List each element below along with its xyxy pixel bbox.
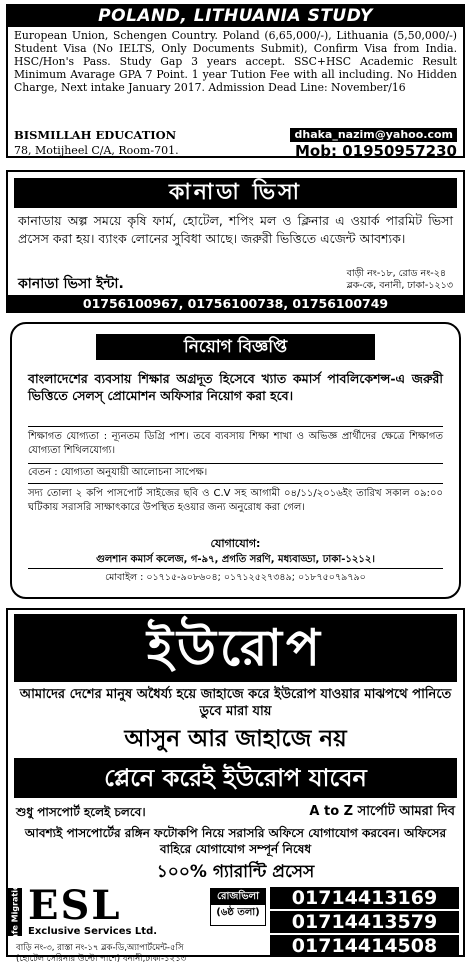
ad4-office-box <box>210 888 266 926</box>
ad2-address <box>347 268 453 292</box>
ad2-address-line1: বাড়ী নং-১৮, রোড নং-২৪ <box>346 268 447 279</box>
ad3-notice: সদ্য তোলা ২ কপি পাসপোর্ট সাইজের ছবি ও C.V সহ আগামী ০৪/১১/২০১৬ইং তারিখ সকাল ০৯:০০ ঘটিকায় সরাসরি সাক্ষাৎকারে উপস্থিত হওয়ার জন্য অনুরোধ করা গেল। <box>28 488 443 513</box>
ad2-company: কানাডা ভিসা ইন্টা. <box>18 276 124 292</box>
ad4-brand <box>8 878 208 964</box>
ad1-mobile: Mob: 01950957230 <box>295 142 457 160</box>
ad4-line3: প্লেনে করেই ইউরোপ যাবেন <box>14 758 457 798</box>
ad3-contact-heading: যোগাযোগ: <box>210 537 261 550</box>
ad3-salary: বেতন : যোগ্যতা অনুযায়ী আলোচনা সাপেক্ষ। <box>28 467 208 478</box>
ad-canada-visa <box>6 170 465 313</box>
ad-poland-lithuania-study <box>6 4 465 158</box>
divider <box>28 426 443 427</box>
ad2-address-row <box>14 268 457 294</box>
ad4-line1: আমাদের দেশের মানুষ অধৈর্য্য হয়ে জাহাজে করে ইউরোপ যাওয়ার মাঝপথে পানিতে ডুবে মারা যায় <box>19 687 452 719</box>
divider <box>28 568 443 569</box>
ad4-address-line2: (হোটেল সেরিনার উল্টো পাশে) বনানী,ঢাকা-১২১৩ <box>16 954 187 964</box>
ad2-address-line2: ব্লক-কে, বনানী, ঢাকা-১২১৩ <box>346 280 453 291</box>
ad4-guarantee: ১০০% গ্যারান্টি প্রসেস <box>156 862 315 882</box>
safe-migration-badge: Safe Migration <box>8 888 22 936</box>
ad4-line5: আবশ্যই পাসপোর্টের রঙ্গিন ফটোকপি নিয়ে সরাসরি অফিসে যোগাযোগ করবেন। অফিসের বাহিরে যোগাযোগ সম্পূর্ন নিষেধ <box>24 826 447 856</box>
ad2-phones: 01756100967, 01756100738, 01756100749 <box>8 295 463 313</box>
ad3-contact-address: গুলশান কমার্স কলেজ, গ-৯৭, প্রগতি সরণি, মধ্যবাড্ডা, ঢাকা-১২১২। <box>96 554 375 565</box>
ad1-company: BISMILLAH EDUCATION <box>14 128 177 142</box>
ad1-address: 78, Motijheel C/A, Room-701. <box>14 144 179 157</box>
esl-logo-subtitle: Exclusive Services Ltd. <box>28 926 158 937</box>
ad1-email[interactable]: dhaka_nazim@yahoo.com <box>290 128 457 142</box>
divider <box>28 483 443 484</box>
ad3-intro: বাংলাদেশের ব্যবসায় শিক্ষার অগ্রদূত হিসেবে খ্যাত কমার্স পাবলিকেশন্স-এ জরুরী ভিত্তিতে সেলস্ প্রোমোশন অফিসার নিয়োগ করা হবে। <box>28 371 443 403</box>
ad4-office-name: রোজভিলা <box>211 889 265 905</box>
ad4-phone-2: 01714413579 <box>270 911 459 933</box>
ad4-support: A to Z সার্পোট আমরা দিব <box>309 804 455 819</box>
esl-logo: ESL <box>28 882 122 929</box>
ad4-phone-1: 01714413169 <box>270 887 459 909</box>
ad2-title: কানাডা ভিসা <box>14 178 457 208</box>
divider <box>28 463 443 464</box>
ad3-qualification: শিক্ষাগত যোগ্যতা : ন্যূনতম ডিগ্রি পাশ। তবে ব্যবসায় শিক্ষা শাখা ও অভিজ্ঞ প্রার্থীদের ক্ষেত্রে শিক্ষাগত যোগ্যতা শিথিলযোগ্য। <box>28 431 443 456</box>
ad1-body: European Union, Schengen Country. Poland (6,65,000/-), Lithuania (5,50,000/-) Student Visa (No IELTS, Only Documents Submit), Confirm Visa from India. HSC/Hon's Pass. Study Gap 3 years accept. SSC+HSC Academic Result Minimum Avarage GPA 7 Point. 1 year Tution Fee with all including. No Hidden Charge, Next intake January 2017. Admission Dead Line: November/16 <box>14 29 457 94</box>
ad4-line4-row <box>16 803 455 821</box>
ad3-contact-mobile: মোবাইল : ০১৭১৫-৯০৮৬০৪; ০১৭১২৫২৭৩৪৯; ০১৮৭৫০৭৯৭৯০ <box>105 572 366 583</box>
ad3-title: নিয়োগ বিজ্ঞপ্তি <box>96 334 375 360</box>
ad4-office-floor: (৬ষ্ঠ তলা) <box>216 907 260 918</box>
ad-europe-migration <box>6 608 465 964</box>
ad2-body: কানাডায় অল্প সময়ে কৃষি ফার্ম, হোটেল, শপিং মল ও ক্লিনার এ ওয়ার্ক পারমিট ভিসা প্রসেস করা হয়। ব্যাংক লোনের সুবিধা আছে। জরুরী ভিত্তিতে এজেন্ট আবশ্যক। <box>18 213 453 246</box>
ad1-company-row <box>14 128 457 142</box>
ad4-hero-title: ইউরোপ <box>14 614 457 682</box>
ad1-title: POLAND, LITHUANIA STUDY <box>8 6 463 27</box>
ad4-line4: শুধু পাসপোর্ট হলেই চলবে। <box>16 805 146 819</box>
ad4-line2: আসুন আর জাহাজে নয় <box>124 726 347 752</box>
ad4-phone-3: 01714414508 <box>270 935 459 957</box>
ad1-address-row <box>14 143 457 159</box>
ad-recruitment-notice <box>6 320 465 601</box>
ad4-address-line1: বাড়ি নং-৩, রাস্তা নং-১৭ ব্লক-ডি,অ্যাপার্টমেন্ট-৫সি <box>16 943 184 953</box>
